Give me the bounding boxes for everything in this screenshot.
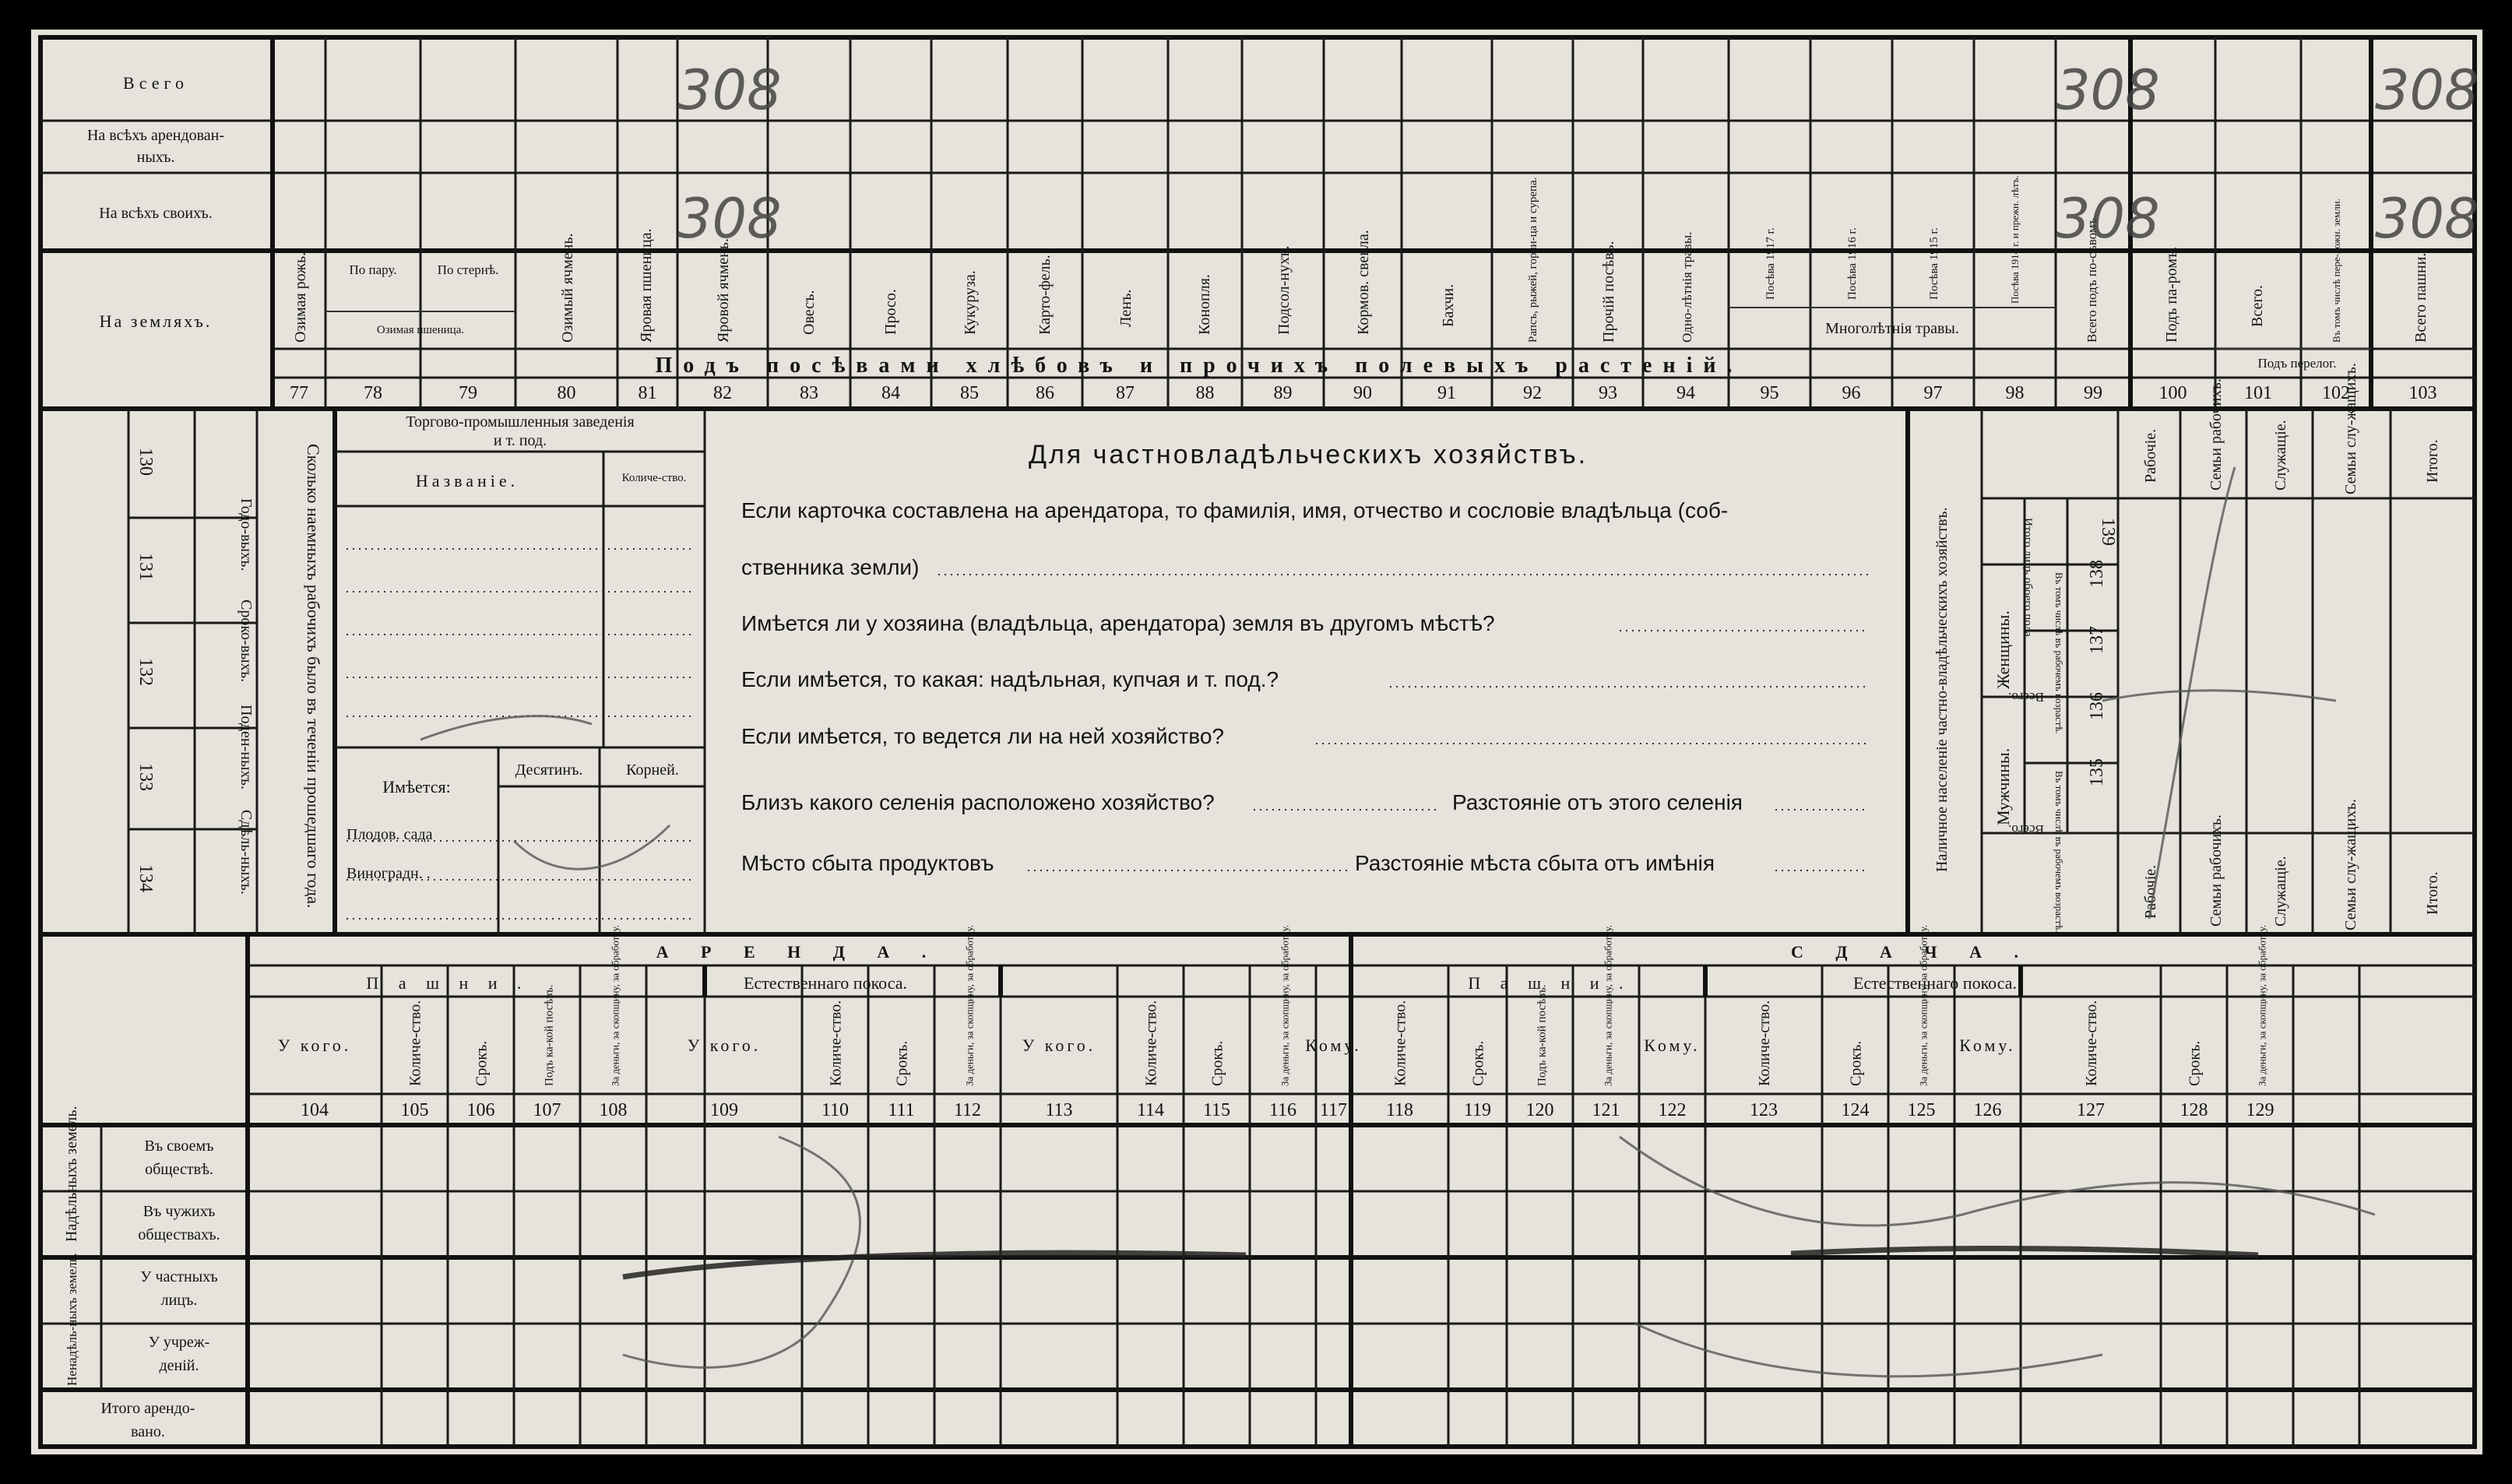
hdr-ozim-yach: Озимый ячмень. [559, 233, 576, 343]
col-num-104: 104 [301, 1100, 329, 1120]
question-6b: Разстоянiе мѣста сбыта отъ имѣнiя [1355, 851, 1715, 875]
crop-band-title: Подъ посѣвами хлѣбовъ и прочихъ полевыхъ растенiй. [655, 353, 1743, 378]
hdr-s1916: Посѣва 1916 г. [1846, 227, 1859, 300]
sdacha-pashni: П а ш н и . [1468, 973, 1631, 993]
hdr-v-tom: Въ томъ числѣ пере-ложн. земли. [2331, 199, 2342, 343]
col-num-127: 127 [2077, 1100, 2105, 1120]
bottom-hdr-za_dengi: За деньги, за скопщину, за обработку. [609, 925, 621, 1086]
bottom-hdr-za_dengi: За деньги, за скопщину, за обработку. [1917, 925, 1930, 1086]
col-num-121: 121 [1592, 1100, 1620, 1120]
bottom-hdr-za_dengi: За деньги, за скопщину, за обработку. [963, 925, 976, 1086]
arenda-pashni: П а ш н и . [366, 973, 529, 993]
num-130: 130 [135, 448, 156, 476]
bottom-hdr-srok: Срокъ. [1847, 1040, 1865, 1086]
col-num-97: 97 [1923, 383, 1943, 403]
col-num-109: 109 [710, 1100, 738, 1120]
vinogr-label: Виноградн. . [347, 865, 431, 882]
zhenschiny-label: Женщины. [1993, 610, 2013, 689]
col-num-128: 128 [2180, 1100, 2208, 1120]
row-u-uchrezh-1: У учреж- [148, 1334, 210, 1351]
handwritten-own-2: 308 [2056, 187, 2160, 251]
hdr-kukuruza: Кукуруза. [962, 270, 979, 335]
col-num-92: 92 [1523, 383, 1542, 403]
hdr-po-sterne: По стернѣ. [437, 262, 499, 277]
bottom-hdr-komu: Кому. [1644, 1036, 1701, 1055]
question-6: Мѣсто сбыта продуктовъ [741, 851, 994, 875]
row-itogo-2: вано. [131, 1423, 165, 1440]
pop-vsego-f: Всего. [2008, 690, 2044, 705]
bottom-hdr-za_dengi: За деньги, за скопщину, за обработку. [1602, 925, 1614, 1086]
r-col-semyi-sl-bot: Семьи слу-жащихъ. [2342, 799, 2359, 930]
col-num-106: 106 [466, 1100, 495, 1120]
trade-kolich: Количе-ство. [621, 472, 687, 484]
hdr-len: Ленъ. [1117, 289, 1135, 327]
col-num-120: 120 [1525, 1100, 1554, 1120]
hdr-pod-perelog: Подъ перелог. [2257, 356, 2337, 371]
bottom-hdr-srok: Срокъ. [2186, 1040, 2204, 1086]
col-num-85: 85 [960, 383, 979, 403]
col-num-90: 90 [1353, 383, 1372, 403]
col-srokovyh: Сроко-выхъ. [237, 600, 255, 683]
col-num-122: 122 [1658, 1100, 1687, 1120]
r-col-semyi-rab-top: Семьи рабочихъ. [2208, 378, 2225, 491]
korney-label: Корней. [626, 761, 679, 779]
handwritten-total-2: 308 [2056, 58, 2160, 122]
bottom-hdr-kolich: Количе-ство. [2083, 1000, 2100, 1086]
hdr-ozim-psh: Озимая пшеница. [376, 324, 465, 336]
hdr-proso: Просо. [882, 289, 899, 335]
bottom-hdr-kolich: Количе-ство. [406, 1000, 424, 1086]
num-135: 135 [2087, 758, 2107, 786]
bottom-hdr-u_kogo: У кого. [687, 1036, 762, 1055]
hdr-bahchi: Бахчи. [1440, 283, 1457, 327]
sdacha-estest: Естественнаго покоса. [1852, 973, 2018, 993]
num-131: 131 [135, 553, 156, 581]
row-label-arend2: ныхъ. [136, 149, 175, 166]
col-num-107: 107 [533, 1100, 561, 1120]
muzhchiny-label: Мужчины. [1993, 747, 2013, 825]
pop-vsego-m: Всего. [2008, 822, 2044, 837]
private-farms-title: Для частновладѣльческихъ хозяйствъ. [1028, 440, 1588, 469]
col-num-126: 126 [1973, 1100, 2002, 1120]
pop-v-tom-m: Въ томъ числѣ въ рабочемъ возрастѣ. [2053, 771, 2065, 933]
pop-itogo-oboego: Итого лицъ обоего пола. [2021, 518, 2034, 640]
col-num-123: 123 [1750, 1100, 1778, 1120]
hdr-raps: Рапсъ, рыжей, горчи-ца и сурепа. [1527, 177, 1539, 343]
bottom-hdr-srok: Срокъ. [1209, 1040, 1226, 1086]
hdr-yar-psh: Яровая пшеница. [638, 228, 655, 343]
arenda-title: А Р Е Н Д А . [656, 942, 941, 962]
bottom-hdr-srok: Срокъ. [893, 1040, 911, 1086]
col-num-110: 110 [821, 1100, 850, 1120]
hdr-ozim-rozh: Озимая рожь. [292, 251, 309, 343]
hdr-kartofel: Карто-фель. [1036, 255, 1054, 335]
col-num-129: 129 [2246, 1100, 2275, 1120]
trade-nazvanie: Названiе. [415, 471, 519, 491]
trade-title-2: и т. под. [493, 432, 547, 449]
trade-title-1: Торгово-промышленныя заведенiя [406, 413, 635, 431]
col-num-105: 105 [400, 1100, 429, 1120]
col-num-96: 96 [1842, 383, 1861, 403]
bottom-hdr-srok: Срокъ. [1469, 1040, 1487, 1086]
col-num-94: 94 [1676, 383, 1695, 403]
plodov-label: Плодов. сада [347, 826, 433, 843]
row-label-svoih: На всѣхъ своихъ. [99, 205, 213, 222]
bottom-hdr-komu: Кому. [1305, 1036, 1362, 1055]
col-num-111: 111 [888, 1100, 915, 1120]
col-num-118: 118 [1385, 1100, 1414, 1120]
col-num-77: 77 [290, 383, 308, 403]
col-num-117: 117 [1319, 1100, 1348, 1120]
question-1b: ственника земли) [741, 555, 920, 579]
hdr-pod-parom: Подъ па-ромъ. [2163, 246, 2180, 343]
num-139: 139 [2098, 518, 2118, 546]
col-num-124: 124 [1841, 1100, 1870, 1120]
nalichnoe-title: Наличное населенiе частно-владѣльческихъ хозяйствъ. [1933, 507, 1951, 872]
bottom-hdr-u_kogo: У кого. [1022, 1036, 1096, 1055]
handwritten-total-1: 308 [677, 58, 782, 122]
col-num-84: 84 [881, 383, 900, 403]
hdr-odnolet: Одно-лѣтнiя травы. [1680, 231, 1694, 343]
row-v-chuzhih-2: обществахъ. [138, 1226, 220, 1243]
bottom-hdr-za_dengi: За деньги, за скопщину, за обработку. [1279, 925, 1291, 1086]
bottom-hdr-kolich: Количе-ство. [1391, 1000, 1409, 1086]
num-138: 138 [2087, 560, 2107, 588]
handwritten-own-1: 308 [677, 187, 782, 251]
col-num-87: 87 [1116, 383, 1135, 403]
col-num-112: 112 [953, 1100, 982, 1120]
sdacha-title: С Д А Ч А . [1791, 942, 2032, 962]
num-134: 134 [135, 864, 156, 892]
row-itogo-1: Итого арендо- [100, 1400, 195, 1417]
hdr-konoplya: Конопля. [1196, 274, 1213, 335]
row-label-arend: На всѣхъ арендован- [86, 127, 225, 144]
row-u-chastnyh-1: У частныхъ [140, 1268, 218, 1285]
hdr-vsego2: Всего. [2249, 284, 2266, 327]
col-num-82: 82 [713, 383, 732, 403]
bottom-hdr-kolich: Количе-ство. [1142, 1000, 1160, 1086]
col-num-83: 83 [800, 383, 818, 403]
row-v-svoem-1: Въ своемъ [144, 1138, 214, 1155]
col-num-114: 114 [1136, 1100, 1165, 1120]
hdr-vsego-pod: Всего подъ по-сѣвомъ. [2085, 214, 2099, 343]
num-132: 132 [135, 658, 156, 686]
col-num-93: 93 [1599, 383, 1617, 403]
col-num-102: 102 [2322, 383, 2350, 403]
question-3: Если имѣется, то какая: надѣльная, купчая и т. под.? [741, 667, 1279, 691]
col-num-78: 78 [364, 383, 382, 403]
col-num-79: 79 [459, 383, 477, 403]
bottom-hdr-srok: Срокъ. [473, 1040, 491, 1086]
num-133: 133 [135, 763, 156, 791]
hdr-oves: Овесъ. [800, 290, 818, 335]
num-136: 136 [2087, 692, 2107, 720]
bottom-hdr-kolich: Количе-ство. [827, 1000, 845, 1086]
hdr-prochiy: Прочiй посѣвъ. [1600, 241, 1617, 343]
col-num-101: 101 [2244, 383, 2272, 403]
r-col-semyi-rab-bot: Семьи рабочихъ. [2208, 814, 2225, 927]
bottom-hdr-u_kogo: У кого. [277, 1036, 352, 1055]
col-godovyh: Годо-выхъ. [237, 498, 255, 571]
r-col-semyi-sl-top: Семьи слу-жащихъ. [2342, 363, 2359, 494]
bottom-hdr-pod_kakoy: Подъ ка-кой посѣвъ. [543, 984, 556, 1086]
col-num-103: 103 [2408, 383, 2437, 403]
hdr-kormov: Кормов. свекла. [1355, 230, 1372, 335]
bottom-hdr-za_dengi: За деньги, за скопщину, за обработку. [2256, 925, 2268, 1086]
col-num-91: 91 [1437, 383, 1456, 403]
r-col-rabochie-top: Рабочiе. [2142, 428, 2159, 483]
row-label-na-zemlyah: На земляхъ. [99, 311, 213, 331]
bottom-hdr-kolich: Количе-ство. [1756, 1000, 1773, 1086]
desyatin-label: Десятинъ. [515, 761, 583, 779]
r-col-itogo-bot: Итого. [2424, 871, 2441, 915]
col-num-81: 81 [638, 383, 657, 403]
row-u-chastnyh-2: лицъ. [160, 1292, 198, 1309]
row-label-vsego: Всего [123, 73, 188, 93]
col-num-108: 108 [599, 1100, 628, 1120]
side-nenadel: Ненадѣль-ныхъ земель. [65, 1253, 79, 1386]
col-num-95: 95 [1760, 383, 1779, 403]
question-4: Если имѣется, то ведется ли на ней хозяйство? [741, 724, 1224, 748]
handwritten-total-3: 308 [2375, 58, 2479, 122]
hdr-podsoln: Подсол-нухъ. [1275, 245, 1293, 335]
bottom-hdr-pod_kakoy: Подъ ка-кой посѣвъ. [1536, 984, 1549, 1086]
question-5b: Разстоянiе отъ этого селенiя [1452, 790, 1743, 814]
handwritten-own-3: 308 [2375, 187, 2479, 251]
hdr-s1917: Посѣва 1917 г. [1764, 227, 1777, 300]
hdr-yar-yach: Яровой ячмень. [715, 238, 732, 343]
num-137: 137 [2087, 626, 2107, 654]
arenda-estest: Естественнаго покоса. [743, 973, 908, 993]
r-col-sluzh-bot: Служащiе. [2272, 856, 2289, 927]
r-col-itogo-top: Итого. [2424, 439, 2441, 483]
imeetsya-label: Имѣется: [382, 777, 451, 797]
col-num-116: 116 [1268, 1100, 1297, 1120]
col-num-100: 100 [2158, 383, 2187, 403]
bottom-hdr-komu: Кому. [1959, 1036, 2016, 1055]
pop-v-tom-f: Въ томъ числѣ въ рабочемъ возрастѣ. [2053, 572, 2065, 734]
row-v-svoem-2: обществѣ. [145, 1161, 213, 1178]
r-col-sluzh-top: Служащiе. [2272, 420, 2289, 491]
col-num-119: 119 [1463, 1100, 1492, 1120]
r-col-rabochie-bot: Рабочiе. [2142, 864, 2159, 919]
row-u-uchrezh-2: денiй. [159, 1357, 199, 1374]
question-5: Близъ какого селенiя расположено хозяйство? [741, 790, 1215, 814]
col-podennyh: Поден-ныхъ. [237, 705, 255, 790]
question-1: Если карточка составлена на арендатора, то фамилiя, имя, отчество и сословiе владѣльца (соб- [741, 498, 1729, 522]
hired-workers-title: Сколько наемныхъ рабочихъ было въ теченiи прошедшаго года. [304, 444, 323, 909]
row-v-chuzhih-1: Въ чужихъ [142, 1203, 216, 1220]
col-num-98: 98 [2005, 383, 2025, 403]
hdr-po-paru: По пару. [349, 262, 397, 277]
col-num-113: 113 [1045, 1100, 1073, 1120]
col-sdelnyh: Сдѣль-ныхъ. [237, 810, 255, 895]
col-num-89: 89 [1273, 383, 1293, 403]
col-num-125: 125 [1907, 1100, 1936, 1120]
col-num-88: 88 [1195, 383, 1215, 403]
hdr-s1914: Посѣва 1914 г. и прежн. лѣтъ. [2009, 175, 2021, 304]
col-num-80: 80 [557, 383, 576, 403]
col-num-86: 86 [1036, 383, 1054, 403]
question-2: Имѣется ли у хозяина (владѣльца, арендатора) земля въ другомъ мѣстѣ? [741, 611, 1495, 635]
hdr-vsego-pashni: Всего пашни. [2412, 252, 2429, 343]
col-num-99: 99 [2084, 383, 2102, 403]
hdr-s1915: Посѣва 1915 г. [1928, 227, 1940, 300]
col-num-115: 115 [1202, 1100, 1231, 1120]
hdr-mnogolet: Многолѣтнiя травы. [1825, 320, 1959, 337]
side-nadel: Надѣльныхъ земель. [63, 1106, 80, 1242]
